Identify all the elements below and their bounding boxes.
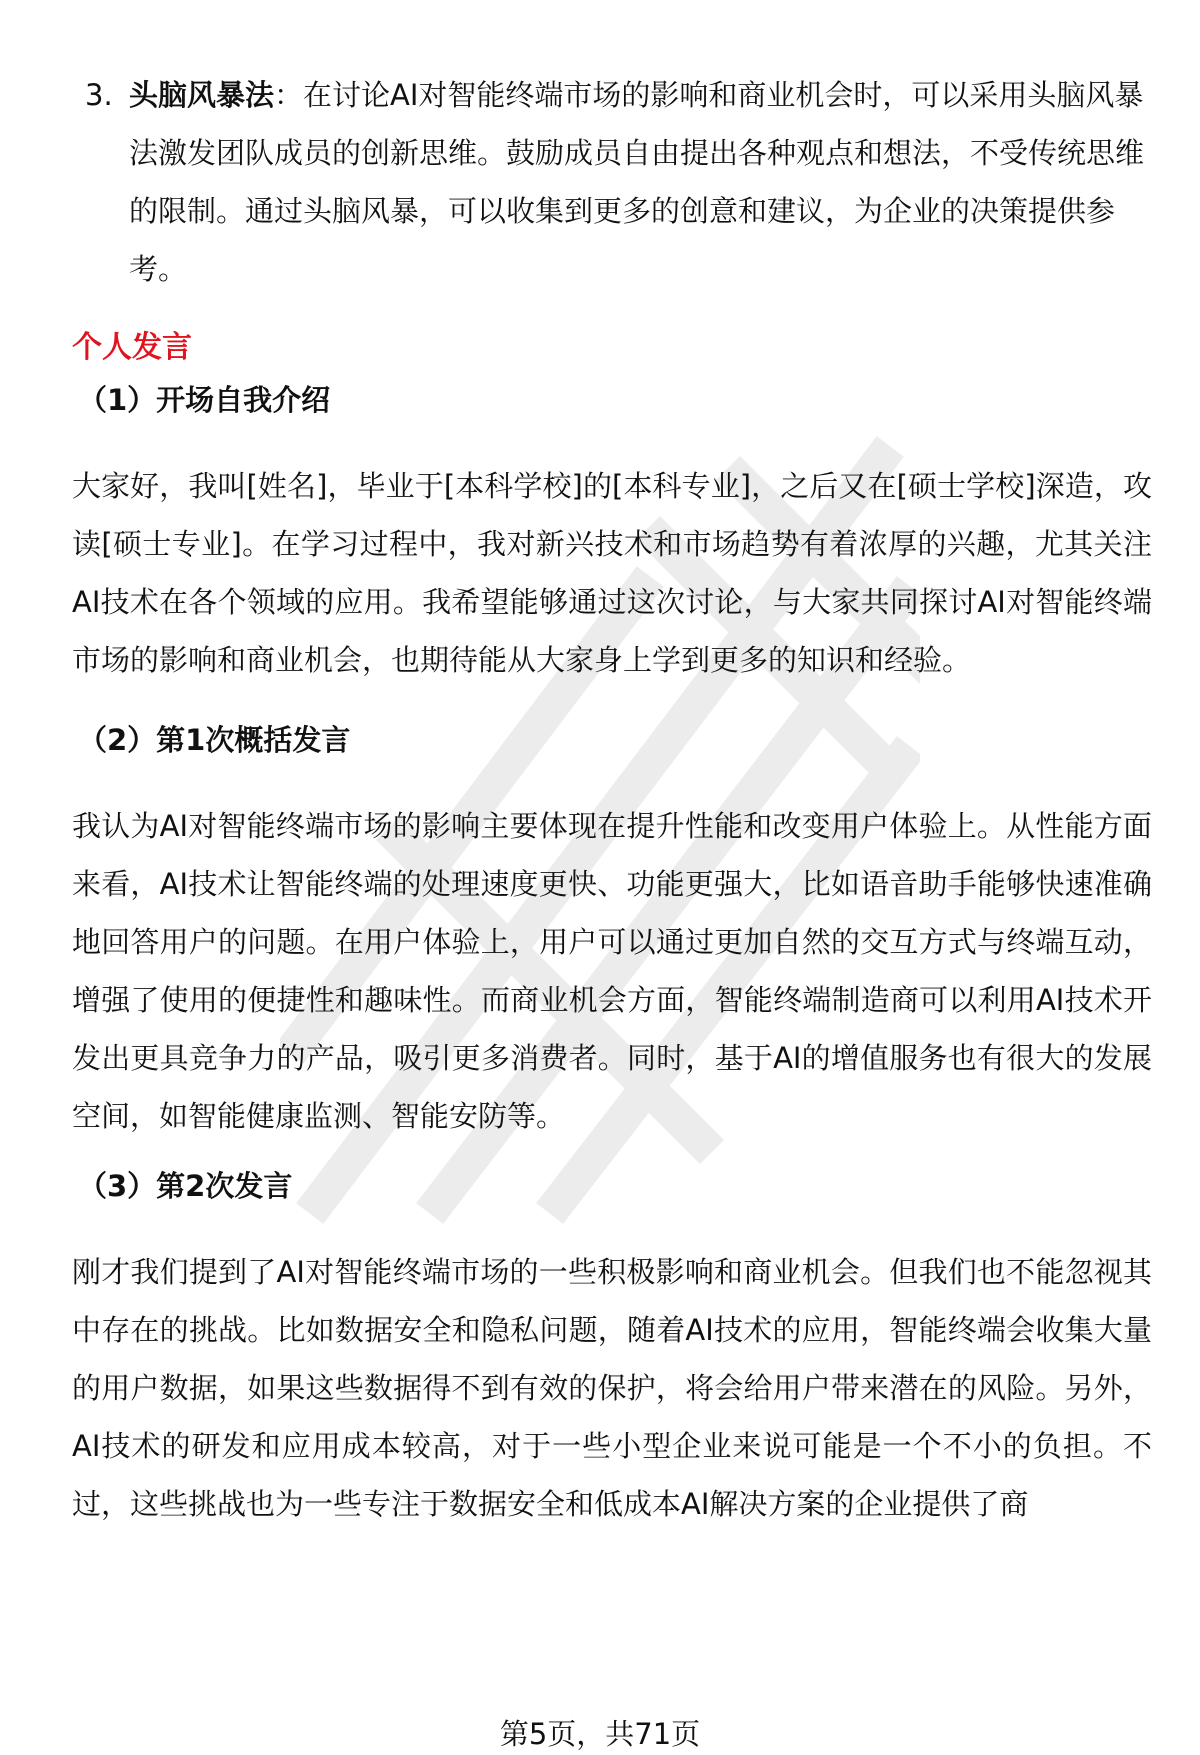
list-text: 在讨论AI对智能终端市场的影响和商业机会时，可以采用头脑风暴法激发团队成员的创新思维。鼓励成员自由提出各种观点和想法，不受传统思维的限制。通过头脑风暴，可以收集到更多的创意和建议，为企业的决策提供参考。 xyxy=(129,78,1145,286)
subsection-heading-second-speech: （3）第2次发言 xyxy=(78,1169,293,1203)
paragraph-intro: 大家好，我叫[姓名]，毕业于[本科学校]的[本科专业]，之后又在[硕士学校]深造，攻读[硕士专业]。在学习过程中，我对新兴技术和市场趋势有着浓厚的兴趣，尤其关注AI技术在各个领域的应用。我希望能够通过这次讨论，与大家共同探讨AI对智能终端市场的影响和商业机会，也期待能从大家身上学到更多的知识和经验。 xyxy=(72,469,1152,677)
list-term: 头脑风暴法 xyxy=(129,78,275,112)
paragraph-second-speech: 刚才我们提到了AI对智能终端市场的一些积极影响和商业机会。但我们也不能忽视其中存在的挑战。比如数据安全和隐私问题，随着AI技术的应用，智能终端会收集大量的用户数据，如果这些数据得不到有效的保护，将会给用户带来潜在的风险。另外，AI技术的研发和应用成本较高，对于一些小型企业来说可能是一个不小的负担。不过，这些挑战也为一些专注于数据安全和低成本AI解决方案的企业提供了商 xyxy=(72,1255,1152,1521)
section-heading: 个人发言 xyxy=(72,330,192,365)
list-number: 3. xyxy=(85,78,113,112)
page-number: 第5页，共71页 xyxy=(499,1717,701,1751)
paragraph-first-speech: 我认为AI对智能终端市场的影响主要体现在提升性能和改变用户体验上。从性能方面来看，AI技术让智能终端的处理速度更快、功能更强大，比如语音助手能够快速准确地回答用户的问题。在用户体验上，用户可以通过更加自然的交互方式与终端互动，增强了使用的便捷性和趣味性。而商业机会方面，智能终端制造商可以利用AI技术开发出更具竞争力的产品，吸引更多消费者。同时，基于AI的增值服务也有很大的发展空间，如智能健康监测、智能安防等。 xyxy=(72,809,1152,1133)
subsection-heading-intro: （1）开场自我介绍 xyxy=(78,383,331,417)
subsection-heading-first-speech: （2）第1次概括发言 xyxy=(78,723,351,757)
list-separator: ： xyxy=(274,78,304,112)
numbered-list-item xyxy=(85,66,1145,298)
